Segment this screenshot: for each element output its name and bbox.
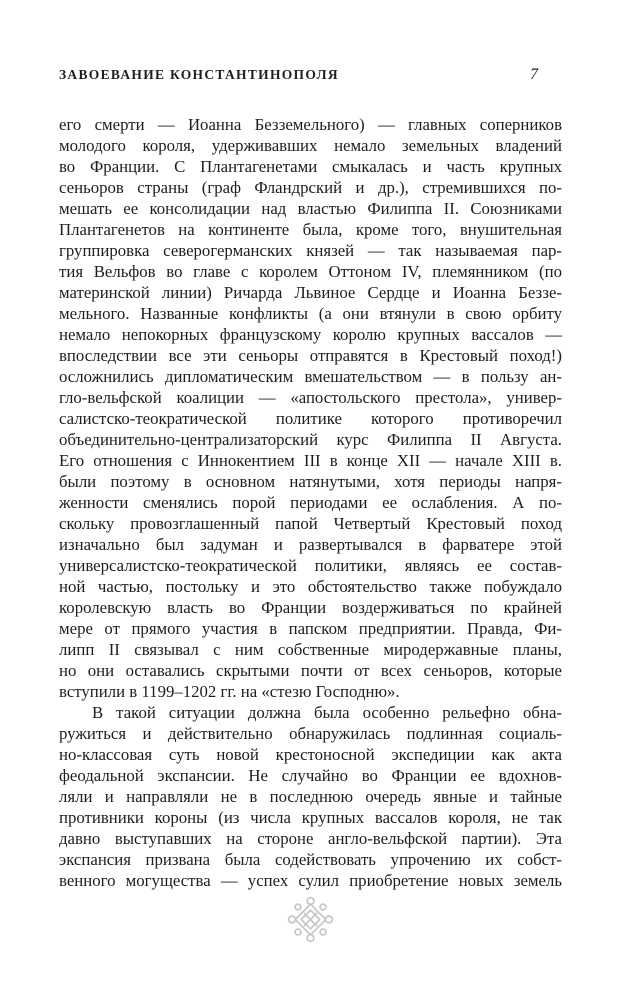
text-line: мельного. Названные конфликты (а они втянули в свою орбиту [59,304,562,323]
text-line: впоследствии все эти сеньоры отправятся в Крестовый поход!) [59,346,562,365]
text-line: ляли и направляли не в последнюю очередь явные и тайные [59,787,562,806]
text-line: экспансия призвана была содействовать упрочению их собст- [59,850,562,869]
text-line: салистско-теократической политике которого противоречил [59,409,562,428]
text-line: ной частью, постольку и это обстоятельство также побуждало [59,577,562,596]
page-footer [59,896,562,943]
text-line: немало непокорных французскому королю крупных вассалов — [59,325,562,344]
text-line: были поэтому в основном натянутыми, хотя периоды напря- [59,472,562,491]
text-line: женности сменялись порой периодами ее ослабления. А по- [59,493,562,512]
text-line: тия Вельфов во главе с королем Оттоном IV, племянником (по [59,262,562,281]
text-line: молодого короля, удерживавших немало земельных владений [59,136,562,155]
text-line: королевскую власть во Франции воздерживаться по крайней [59,598,562,617]
text-line: давно выступавших на стороне англо-вельфской партии). Эта [59,829,562,848]
text-line: противники короны (из числа крупных вассалов короля, не так [59,808,562,827]
text-line: материнской линии) Ричарда Львиное Сердце и Иоанна Беззе- [59,283,562,302]
text-line: феодальной экспансии. Не случайно во Франции ее вдохнов- [59,766,562,785]
text-line: ружиться и действительно обнаружилась подлинная социаль- [59,724,562,743]
text-line: но-классовая суть новой крестоносной экспедиции как акта [59,745,562,764]
running-title: ЗАВОЕВАНИЕ КОНСТАНТИНОПОЛЯ [59,67,339,82]
text-line: венного могущества — успех сулил приобретение новых земель [59,871,562,890]
text-line: липп II связывал с ним собственные миродержавные планы, [59,640,562,659]
text-line: мере от прямого участия в папском предприятии. Правда, Фи- [59,619,562,638]
text-line: группировка северогерманских князей — так называемая пар- [59,241,562,260]
text-line: Его отношения с Иннокентием III в конце XII — начале XIII в. [59,451,562,470]
text-line: скольку провозглашенный папой Четвертый Крестовый поход [59,514,562,533]
page-number: 7 [530,66,538,83]
text-line: вступили в 1199–1202 гг. на «стезю Господню». [59,682,400,701]
text-line: осложнились дипломатическим вмешательством — в пользу ан- [59,367,562,386]
text-line: изначально был задуман и развертывался в фарватере этой [59,535,562,554]
text-line: универсалистско-теократической политики, являясь ее состав- [59,556,562,575]
text-line: В такой ситуации должна была особенно рельефно обна- [92,703,562,722]
text-line: объединительно-централизаторский курс Филиппа II Августа. [59,430,562,449]
text-line: Плантагенетов на континенте была, кроме того, внушительная [59,220,562,239]
body-text [59,114,562,891]
text-line: сеньоров страны (граф Фландрский и др.), стремившихся по- [59,178,562,197]
text-line: во Франции. С Плантагенетами смыкалась и часть крупных [59,157,562,176]
text-line: но они оставались скрытыми почти от всех сеньоров, которые [59,661,562,680]
text-line: мешать ее консолидации над властью Филиппа II. Союзниками [59,199,562,218]
endless-knot-ornament [287,896,334,943]
text-line: гло-вельфской коалиции — «апостольского престола», универ- [59,388,562,407]
page-header [59,66,562,84]
text-line: его смерти — Иоанна Безземельного) — главных соперников [59,115,562,134]
